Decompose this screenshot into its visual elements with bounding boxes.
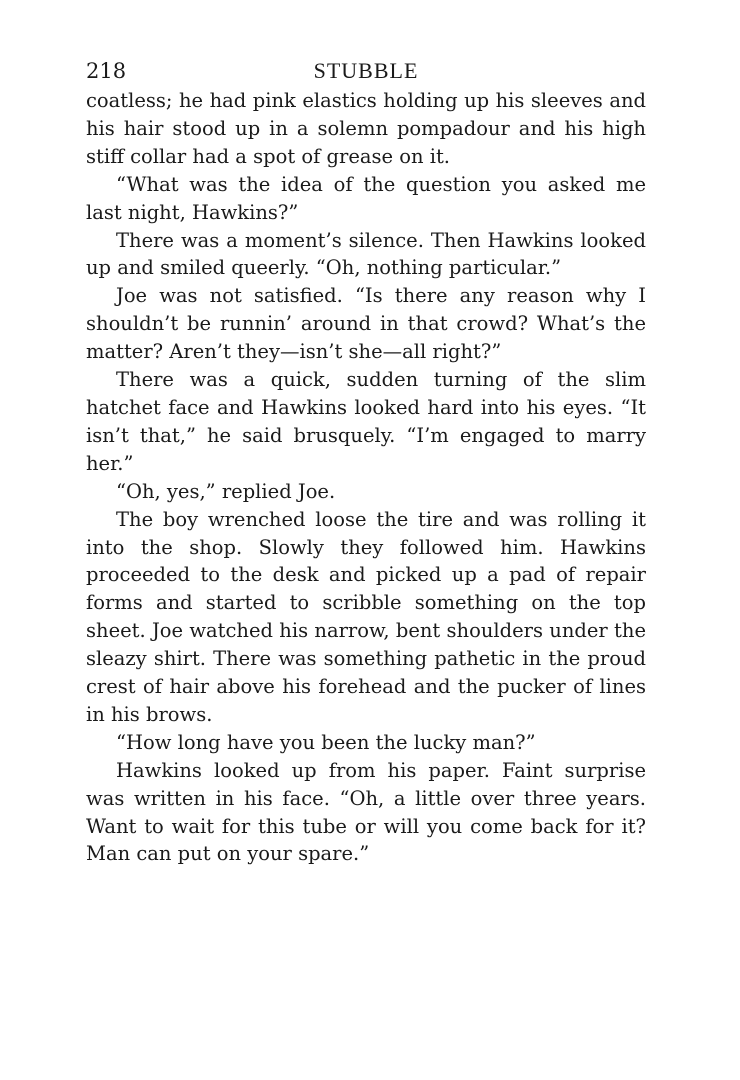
paragraph: There was a moment’s silence. Then Hawkins looked up and smiled queerly. “Oh, nothing particular.” xyxy=(86,228,646,280)
page-header xyxy=(86,55,646,87)
paragraph: “What was the idea of the question you asked me last night, Hawkins?” xyxy=(86,172,646,224)
paragraph: There was a quick, sudden turning of the slim hatchet face and Hawkins looked hard into his eyes. “It isn’t that,” he said brusquely. “I’m engaged to marry her.” xyxy=(86,368,646,475)
paragraph: “Oh, yes,” replied Joe. xyxy=(116,479,336,503)
paragraph: Hawkins looked up from his paper. Faint surprise was written in his face. “Oh, a little over three years. Want to wait for this tube or will you come back for it? Man can put on your spare.” xyxy=(86,758,646,866)
paragraph: coatless; he had pink elastics holding up his sleeves and his hair stood up in a solemn pompadour and his high stiff collar had a spot of grease on it. xyxy=(86,89,646,168)
body-text xyxy=(86,87,646,868)
paragraph: The boy wrenched loose the tire and was rolling it into the shop. Slowly they followed him. Hawkins proceeded to the desk and picked up a pad of repair forms and started to scribble something on the top sheet. Joe watched his narrow, bent shoulders under the sleazy shirt. There was something pathetic in the proud crest of hair above his forehead and the pucker of lines in his brows. xyxy=(86,507,646,726)
page-number: 218 xyxy=(86,59,127,83)
running-title: STUBBLE xyxy=(313,58,419,83)
book-page xyxy=(86,55,646,868)
paragraph: “How long have you been the lucky man?” xyxy=(116,730,536,754)
paragraph: Joe was not satisfied. “Is there any reason why I shouldn’t be runnin’ around in that crowd? What’s the matter? Aren’t they—isn’t she—all right?” xyxy=(86,284,646,364)
